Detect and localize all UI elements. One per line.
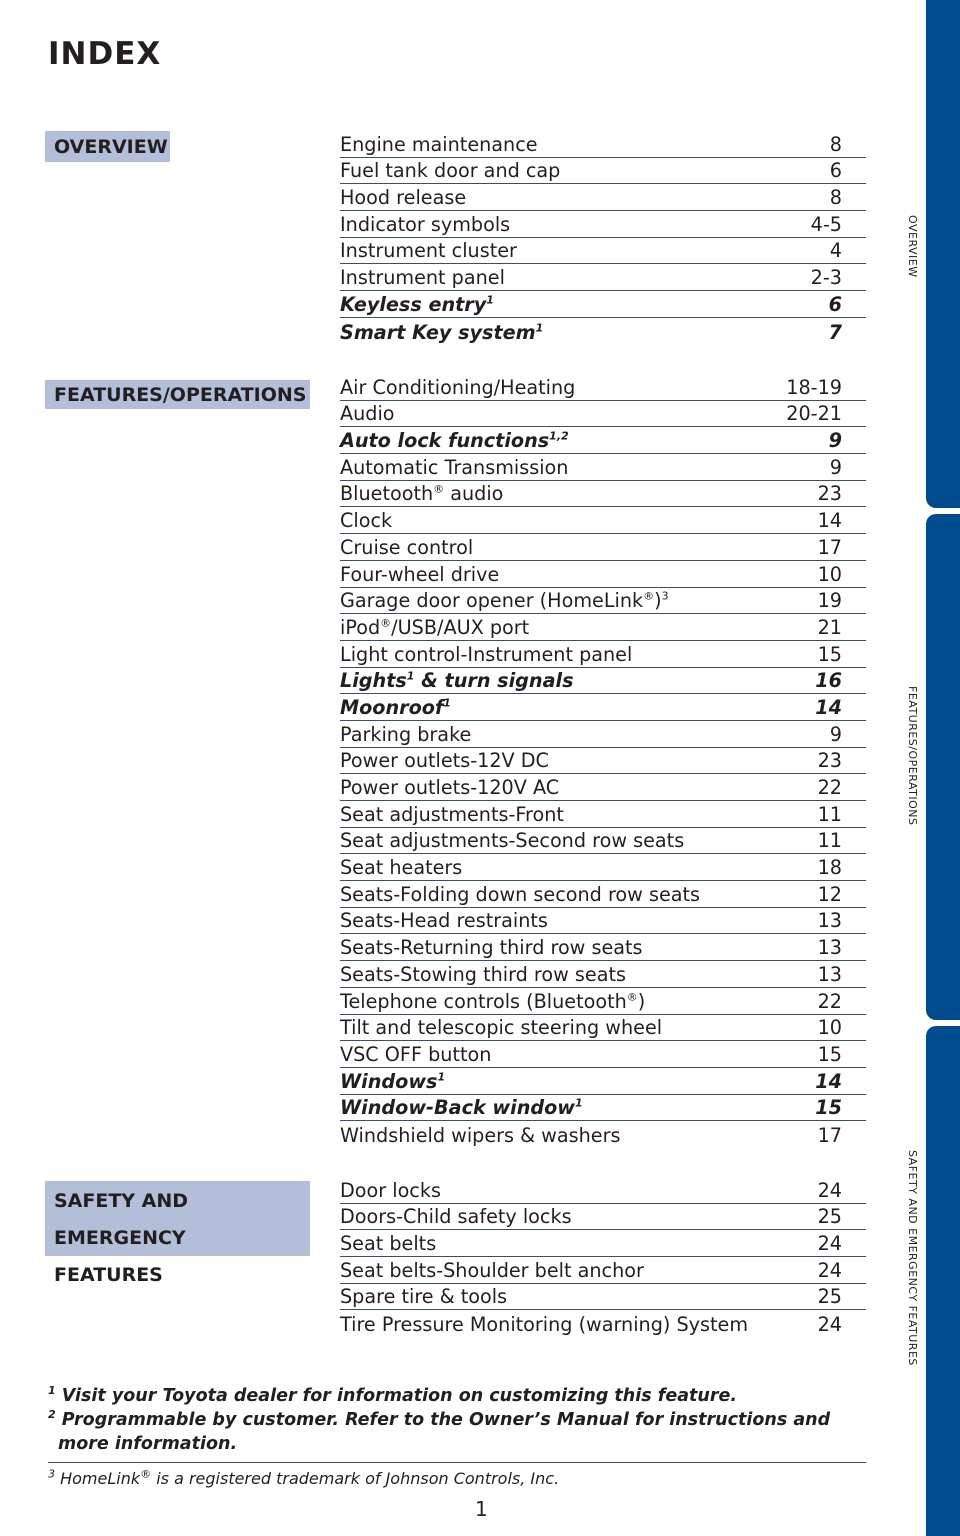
index-entry-label: Telephone controls (Bluetooth®) bbox=[340, 989, 646, 1013]
index-entry-label: Tire Pressure Monitoring (warning) System bbox=[340, 1313, 749, 1337]
index-entry[interactable] bbox=[340, 318, 866, 345]
index-entry[interactable] bbox=[340, 774, 866, 801]
index-entry-label: Air Conditioning/Heating bbox=[340, 375, 576, 399]
safety-list bbox=[340, 1177, 866, 1337]
index-entry[interactable] bbox=[340, 668, 866, 695]
index-entry[interactable] bbox=[340, 158, 866, 185]
side-label-features: FEATURES/OPERATIONS bbox=[906, 686, 919, 826]
index-entry-label: Doors-Child safety locks bbox=[340, 1205, 572, 1229]
features-list bbox=[340, 374, 866, 1148]
index-entry-label: Seats-Stowing third row seats bbox=[340, 962, 627, 986]
index-entry-page: 19 bbox=[817, 589, 842, 613]
index-entry-label: Moonroof$^1$ bbox=[340, 695, 451, 719]
index-entry[interactable] bbox=[340, 211, 866, 238]
index-entry[interactable] bbox=[340, 1015, 866, 1042]
index-entry[interactable] bbox=[340, 881, 866, 908]
index-entry[interactable] bbox=[340, 427, 866, 454]
side-tab-overview[interactable] bbox=[926, 0, 960, 508]
index-entry[interactable] bbox=[340, 507, 866, 534]
index-entry-label: Engine maintenance bbox=[340, 132, 538, 156]
overview-list bbox=[340, 131, 866, 345]
index-entry[interactable] bbox=[340, 238, 866, 265]
index-entry-label: Windows$^1$ bbox=[340, 1069, 446, 1093]
page-title: INDEX bbox=[48, 36, 162, 72]
index-entry-label: VSC OFF button bbox=[340, 1042, 492, 1066]
index-entry-page: 14 bbox=[815, 1069, 842, 1093]
index-entry[interactable] bbox=[340, 988, 866, 1015]
index-entry-label: Tilt and telescopic steering wheel bbox=[340, 1016, 663, 1040]
index-entry[interactable] bbox=[340, 1068, 866, 1095]
index-entry-page: 25 bbox=[817, 1205, 842, 1229]
index-entry-page: 23 bbox=[817, 482, 842, 506]
index-entry-label: Windshield wipers & washers bbox=[340, 1123, 621, 1147]
index-entry-page: 14 bbox=[815, 695, 842, 719]
index-entry-page: 13 bbox=[817, 909, 842, 933]
index-entry-page: 24 bbox=[817, 1258, 842, 1282]
index-entry-page: 6 bbox=[828, 292, 842, 316]
index-entry-page: 15 bbox=[817, 642, 842, 666]
index-entry-page: 16 bbox=[815, 669, 842, 693]
footnote-3: $^3$ HomeLink® is a registered trademark of Johnson Controls, Inc. bbox=[48, 1467, 560, 1488]
index-entry-label: Seat belts-Shoulder belt anchor bbox=[340, 1258, 644, 1282]
index-entry-page: 14 bbox=[817, 509, 842, 533]
index-entry-page: 11 bbox=[817, 802, 842, 826]
index-entry[interactable] bbox=[340, 401, 866, 428]
index-entry-page: 17 bbox=[817, 1123, 842, 1147]
index-entry[interactable] bbox=[340, 264, 866, 291]
index-entry[interactable] bbox=[340, 1121, 866, 1148]
index-entry-label: Garage door opener (HomeLink®)$^3$ bbox=[340, 589, 669, 613]
side-label-safety: SAFETY AND EMERGENCY FEATURES bbox=[906, 1150, 919, 1366]
side-label-overview: OVERVIEW bbox=[906, 215, 919, 278]
index-entry[interactable] bbox=[340, 1284, 866, 1311]
index-entry-label: Door locks bbox=[340, 1178, 441, 1202]
index-entry[interactable] bbox=[340, 1177, 866, 1204]
index-entry[interactable] bbox=[340, 694, 866, 721]
index-entry-label: Smart Key system$^1$ bbox=[340, 320, 544, 344]
index-entry[interactable] bbox=[340, 614, 866, 641]
index-entry[interactable] bbox=[340, 1204, 866, 1231]
index-entry[interactable] bbox=[340, 748, 866, 775]
index-entry-label: Seat belts bbox=[340, 1232, 437, 1256]
index-entry[interactable] bbox=[340, 1095, 866, 1122]
index-entry[interactable] bbox=[340, 534, 866, 561]
index-entry-page: 15 bbox=[815, 1096, 842, 1120]
index-entry-page: 9 bbox=[829, 722, 842, 746]
index-entry-label: Instrument cluster bbox=[340, 239, 517, 263]
index-entry-label: Seat heaters bbox=[340, 856, 463, 880]
index-entry-page: 2-3 bbox=[810, 266, 842, 290]
index-entry-label: Fuel tank door and cap bbox=[340, 159, 561, 183]
index-entry[interactable] bbox=[340, 721, 866, 748]
index-entry-label: Four-wheel drive bbox=[340, 562, 500, 586]
index-entry-page: 6 bbox=[829, 159, 842, 183]
side-tab-features[interactable] bbox=[926, 514, 960, 1020]
footnote-2: $^2$ Programmable by customer. Refer to the Owner’s Manual for instructions and more information. bbox=[48, 1408, 831, 1454]
footnotes bbox=[48, 1384, 866, 1491]
index-entry-page: 13 bbox=[817, 936, 842, 960]
index-entry-page: 25 bbox=[817, 1285, 842, 1309]
index-entry-page: 11 bbox=[817, 829, 842, 853]
index-entry-page: 18 bbox=[817, 856, 842, 880]
index-entry[interactable] bbox=[340, 641, 866, 668]
index-entry-label: Seats-Folding down second row seats bbox=[340, 882, 701, 906]
index-entry[interactable] bbox=[340, 374, 866, 401]
index-entry-page: 13 bbox=[817, 962, 842, 986]
footnote-divider bbox=[48, 1462, 866, 1463]
index-entry-label: Power outlets-12V DC bbox=[340, 749, 549, 773]
footnote-1: $^1$ Visit your Toyota dealer for information on customizing this feature. bbox=[48, 1384, 738, 1406]
index-entry[interactable] bbox=[340, 1230, 866, 1257]
index-entry-page: 21 bbox=[817, 615, 842, 639]
index-entry-page: 22 bbox=[817, 989, 842, 1013]
side-tab-safety[interactable] bbox=[926, 1026, 960, 1536]
index-entry[interactable] bbox=[340, 1041, 866, 1068]
index-entry-page: 9 bbox=[829, 455, 842, 479]
index-entry-label: Cruise control bbox=[340, 535, 474, 559]
index-entry-page: 8 bbox=[829, 186, 842, 210]
index-entry[interactable] bbox=[340, 184, 866, 211]
section-label-features: FEATURES/OPERATIONS bbox=[45, 380, 310, 409]
index-entry-label: Clock bbox=[340, 509, 393, 533]
index-entry-label: Keyless entry$^1$ bbox=[340, 292, 494, 316]
index-entry[interactable] bbox=[340, 481, 866, 508]
index-entry-page: 23 bbox=[817, 749, 842, 773]
index-entry-page: 10 bbox=[817, 562, 842, 586]
index-entry-label: Window-Back window$^1$ bbox=[340, 1096, 583, 1120]
index-entry-page: 18-19 bbox=[786, 375, 842, 399]
index-entry[interactable] bbox=[340, 291, 866, 318]
index-entry-label: Light control-Instrument panel bbox=[340, 642, 633, 666]
index-entry-page: 9 bbox=[828, 429, 842, 453]
index-entry[interactable] bbox=[340, 934, 866, 961]
index-entry-page: 22 bbox=[817, 776, 842, 799]
index-entry[interactable] bbox=[340, 131, 866, 158]
index-entry-page: 4-5 bbox=[810, 212, 842, 236]
index-entry[interactable] bbox=[340, 588, 866, 615]
index-entry[interactable] bbox=[340, 1310, 866, 1337]
index-entry-label: Audio bbox=[340, 402, 395, 426]
index-entry[interactable] bbox=[340, 908, 866, 935]
index-entry-label: Automatic Transmission bbox=[340, 455, 569, 479]
section-label-safety: SAFETY AND EMERGENCY FEATURES bbox=[45, 1181, 310, 1256]
index-entry-label: Lights$^1$ & turn signals bbox=[340, 669, 574, 693]
index-entry-page: 20-21 bbox=[786, 402, 842, 426]
index-entry-page: 8 bbox=[829, 132, 842, 156]
index-entry-page: 10 bbox=[817, 1016, 842, 1040]
index-entry-page: 4 bbox=[829, 239, 842, 263]
index-entry-label: Hood release bbox=[340, 186, 467, 210]
index-entry[interactable] bbox=[340, 1257, 866, 1284]
index-entry-page: 24 bbox=[817, 1313, 842, 1337]
index-entry-label: Seats-Returning third row seats bbox=[340, 936, 643, 960]
index-entry[interactable] bbox=[340, 561, 866, 588]
index-entry[interactable] bbox=[340, 801, 866, 828]
index-entry[interactable] bbox=[340, 454, 866, 481]
index-entry-label: iPod®/USB/AUX port bbox=[340, 615, 530, 639]
index-entry-label: Seats-Head restraints bbox=[340, 909, 548, 933]
index-entry-label: Bluetooth® audio bbox=[340, 482, 504, 506]
index-entry-page: 15 bbox=[817, 1042, 842, 1066]
index-entry-label: Power outlets-120V AC bbox=[340, 776, 560, 799]
index-entry-label: Instrument panel bbox=[340, 266, 505, 290]
index-entry[interactable] bbox=[340, 828, 866, 855]
section-label-overview: OVERVIEW bbox=[45, 131, 170, 162]
index-entry-label: Spare tire & tools bbox=[340, 1285, 508, 1309]
index-entry-label: Auto lock functions$^{1,2}$ bbox=[340, 429, 569, 453]
index-entry-label: Parking brake bbox=[340, 722, 472, 746]
index-entry-page: 12 bbox=[817, 882, 842, 906]
index-entry[interactable] bbox=[340, 961, 866, 988]
index-entry-label: Seat adjustments-Front bbox=[340, 802, 564, 826]
index-entry[interactable] bbox=[340, 854, 866, 881]
index-entry-page: 7 bbox=[828, 320, 842, 344]
index-entry-page: 24 bbox=[817, 1232, 842, 1256]
index-entry-label: Indicator symbols bbox=[340, 212, 511, 236]
index-entry-page: 24 bbox=[817, 1178, 842, 1202]
index-entry-label: Seat adjustments-Second row seats bbox=[340, 829, 685, 853]
page-number: 1 bbox=[475, 1497, 488, 1521]
index-entry-page: 17 bbox=[817, 535, 842, 559]
